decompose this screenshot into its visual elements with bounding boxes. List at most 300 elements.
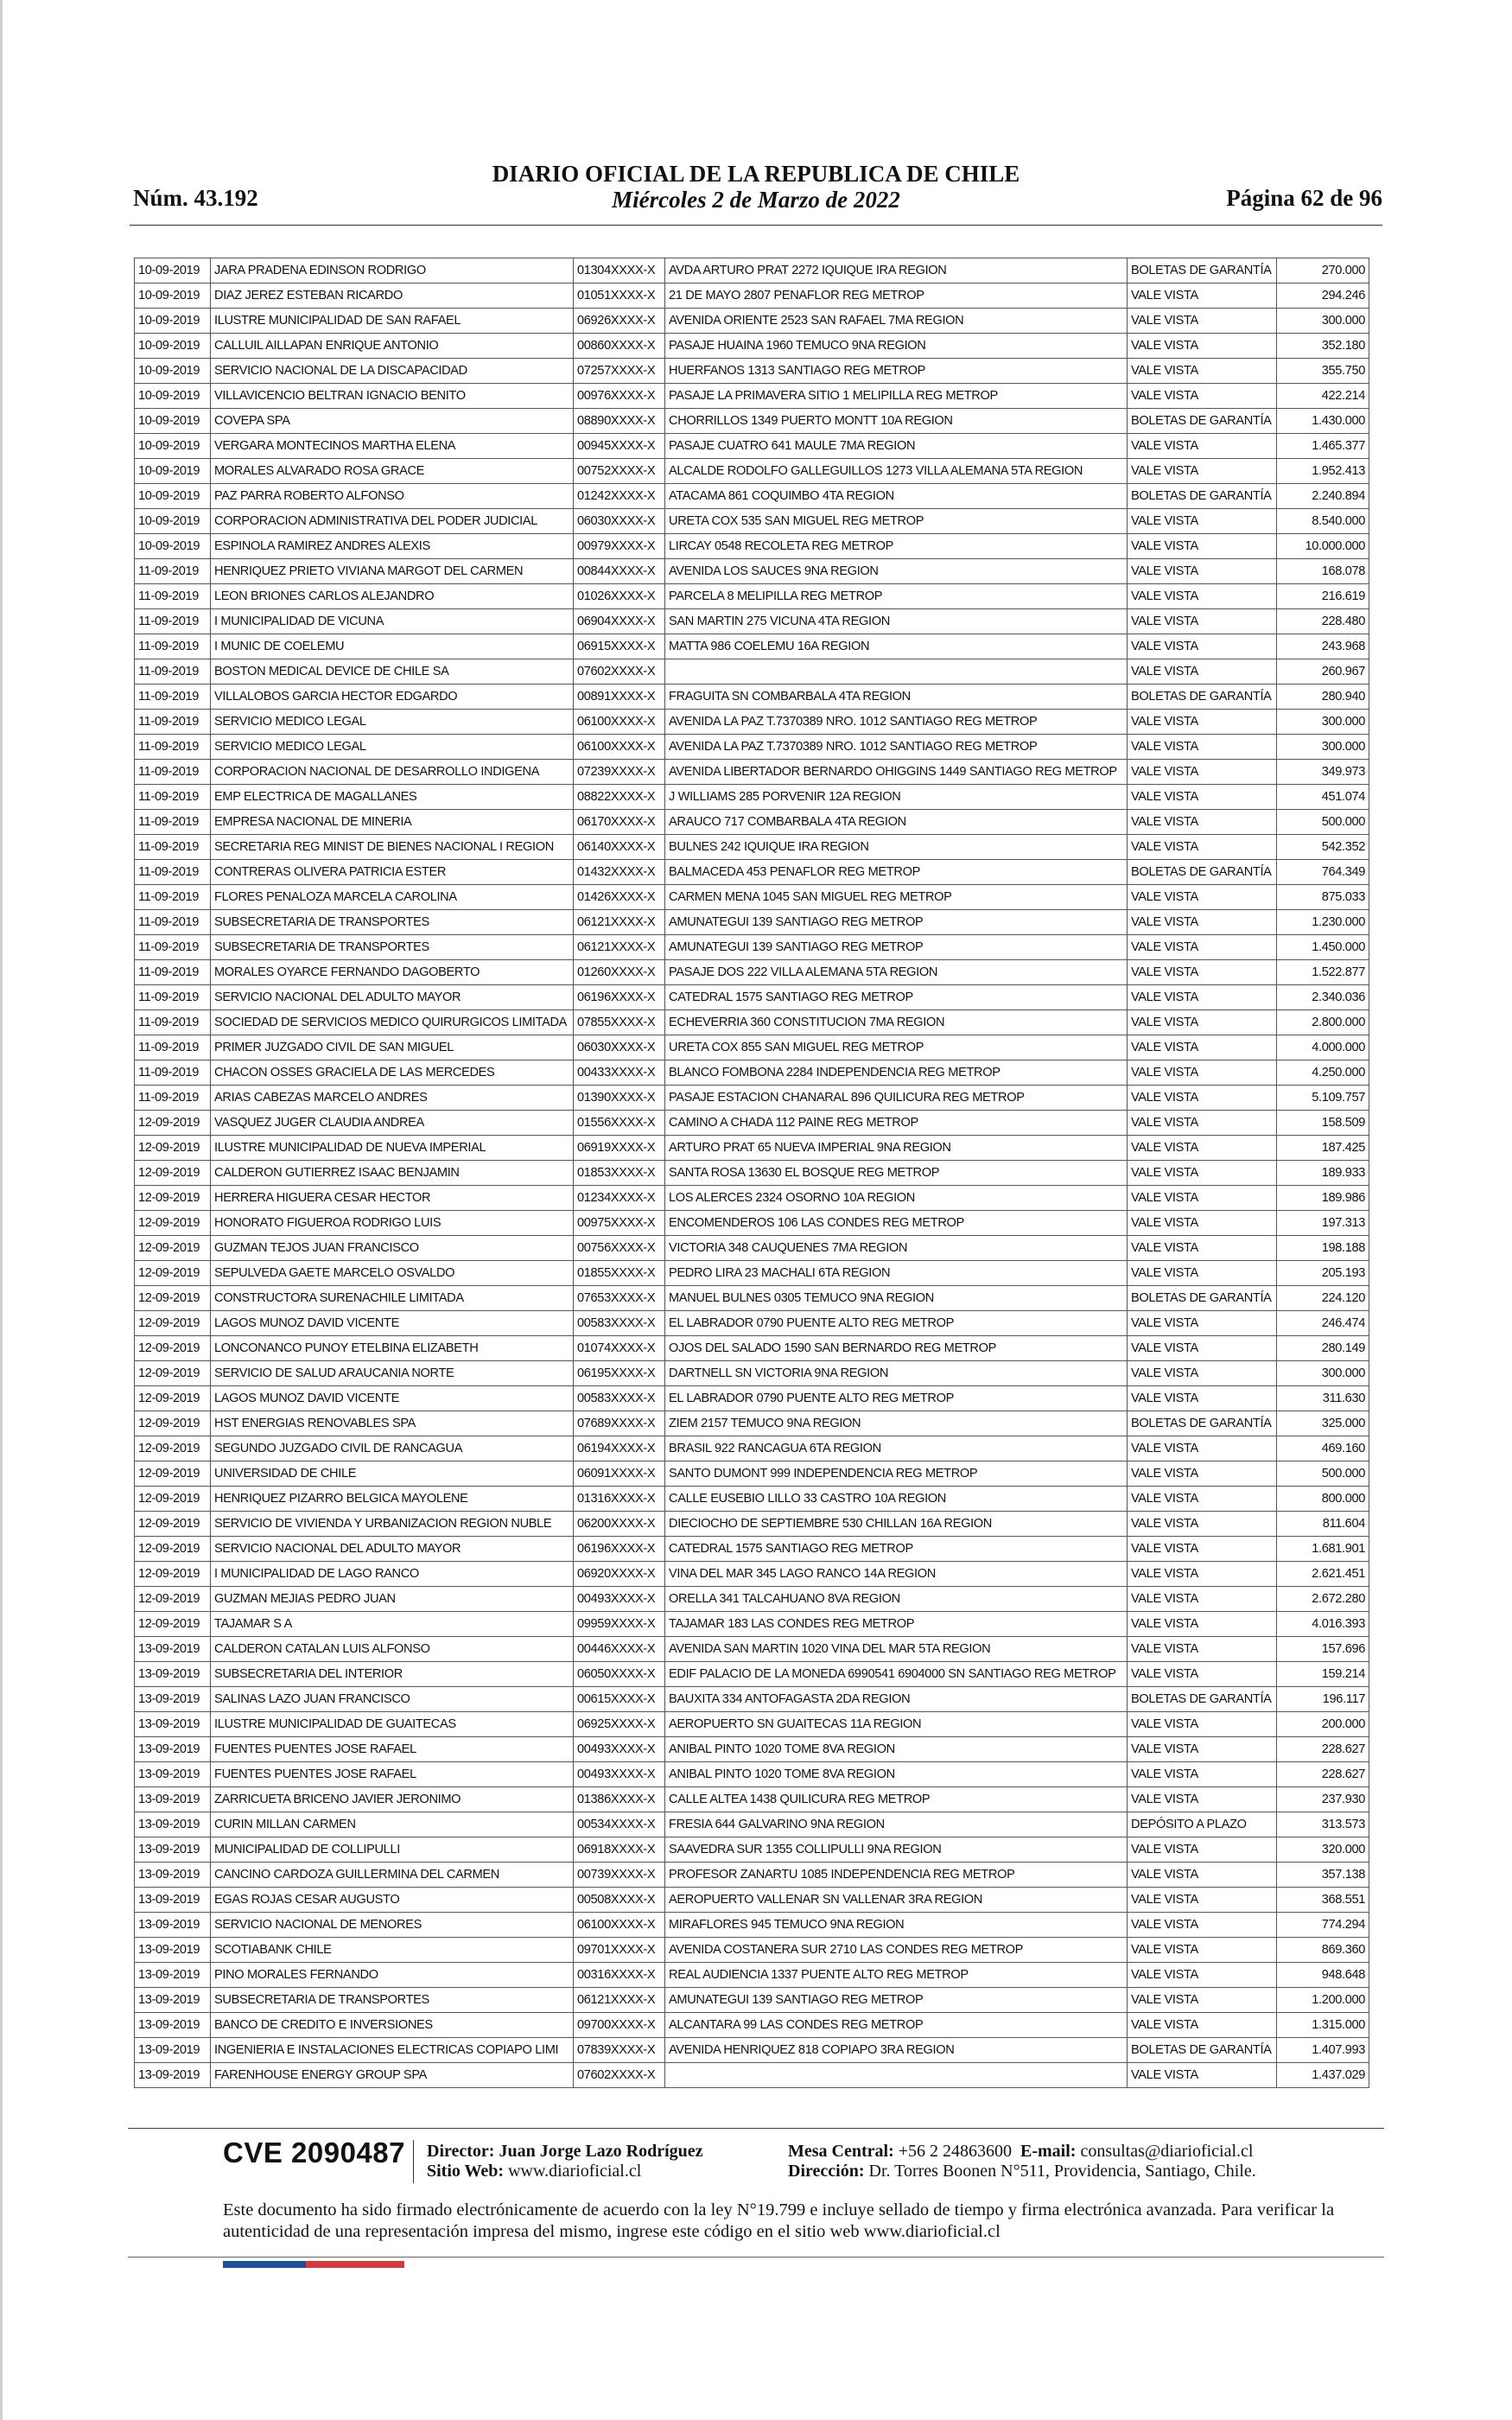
address-cell: CATEDRAL 1575 SANTIAGO REG METROP	[665, 1537, 1128, 1562]
beneficiary-cell: SUBSECRETARIA DE TRANSPORTES	[211, 1988, 574, 2013]
table-row	[135, 760, 1369, 785]
table-row	[135, 359, 1369, 384]
rut-cell: 00493XXXX-X	[574, 1587, 665, 1612]
rut-cell: 06050XXXX-X	[574, 1662, 665, 1687]
table-row	[135, 1988, 1369, 2013]
date-cell: 13-09-2019	[135, 1637, 211, 1662]
rut-cell: 00493XXXX-X	[574, 1737, 665, 1762]
bottom-divider	[128, 2257, 1384, 2258]
address-cell: CAMINO A CHADA 112 PAINE REG METROP	[665, 1111, 1128, 1136]
website-label: Sitio Web:	[427, 2162, 505, 2181]
beneficiary-cell: SERVICIO NACIONAL DE LA DISCAPACIDAD	[211, 359, 574, 384]
address-cell: ALCANTARA 99 LAS CONDES REG METROP	[665, 2013, 1128, 2038]
publication-title: DIARIO OFICIAL DE LA REPUBLICA DE CHILE	[492, 161, 1020, 187]
date-cell: 11-09-2019	[135, 985, 211, 1010]
rut-cell: 00891XXXX-X	[574, 685, 665, 710]
table-row	[135, 1060, 1369, 1086]
amount-cell: 869.360	[1277, 1938, 1369, 1963]
beneficiary-cell: GUZMAN MEJIAS PEDRO JUAN	[211, 1587, 574, 1612]
address-cell: PASAJE ESTACION CHANARAL 896 QUILICURA REG METROP	[665, 1086, 1128, 1111]
address-cell: MANUEL BULNES 0305 TEMUCO 9NA REGION	[665, 1286, 1128, 1311]
address-cell: BLANCO FOMBONA 2284 INDEPENDENCIA REG METROP	[665, 1060, 1128, 1086]
amount-cell: 2.240.894	[1277, 484, 1369, 509]
address-cell: ANIBAL PINTO 1020 TOME 8VA REGION	[665, 1737, 1128, 1762]
date-cell: 11-09-2019	[135, 760, 211, 785]
address-cell: ANIBAL PINTO 1020 TOME 8VA REGION	[665, 1762, 1128, 1787]
table-row	[135, 1712, 1369, 1737]
beneficiary-cell: PAZ PARRA ROBERTO ALFONSO	[211, 484, 574, 509]
beneficiary-cell: ARIAS CABEZAS MARCELO ANDRES	[211, 1086, 574, 1111]
date-cell: 10-09-2019	[135, 434, 211, 459]
beneficiary-cell: SECRETARIA REG MINIST DE BIENES NACIONAL I REGION	[211, 835, 574, 860]
rut-cell: 06195XXXX-X	[574, 1361, 665, 1386]
document-type-cell: VALE VISTA	[1128, 1537, 1277, 1562]
table-row	[135, 1010, 1369, 1035]
rut-cell: 00979XXXX-X	[574, 534, 665, 559]
document-type-cell: VALE VISTA	[1128, 1462, 1277, 1487]
beneficiary-cell: MORALES OYARCE FERNANDO DAGOBERTO	[211, 960, 574, 985]
phone-label: Mesa Central:	[788, 2142, 894, 2161]
beneficiary-cell: SUBSECRETARIA DE TRANSPORTES	[211, 935, 574, 960]
director-name: Juan Jorge Lazo Rodríguez	[499, 2142, 703, 2161]
date-cell: 11-09-2019	[135, 1086, 211, 1111]
amount-cell: 228.627	[1277, 1762, 1369, 1787]
footer-divider	[128, 2128, 1384, 2129]
date-cell: 10-09-2019	[135, 334, 211, 359]
rut-cell: 01390XXXX-X	[574, 1086, 665, 1111]
table-row	[135, 1938, 1369, 1963]
table-row	[135, 785, 1369, 810]
email-label: E-mail:	[1020, 2142, 1077, 2161]
amount-cell: 320.000	[1277, 1837, 1369, 1863]
table-row	[135, 1436, 1369, 1462]
date-cell: 12-09-2019	[135, 1512, 211, 1537]
beneficiary-cell: PRIMER JUZGADO CIVIL DE SAN MIGUEL	[211, 1035, 574, 1060]
rut-cell: 06918XXXX-X	[574, 1837, 665, 1863]
document-type-cell: VALE VISTA	[1128, 384, 1277, 409]
document-type-cell: VALE VISTA	[1128, 2013, 1277, 2038]
director-label: Director:	[427, 2142, 495, 2161]
beneficiary-cell: LAGOS MUNOZ DAVID VICENTE	[211, 1311, 574, 1336]
amount-cell: 4.016.393	[1277, 1612, 1369, 1637]
table-row	[135, 1913, 1369, 1938]
date-cell: 11-09-2019	[135, 910, 211, 935]
document-type-cell: VALE VISTA	[1128, 785, 1277, 810]
date-cell: 10-09-2019	[135, 283, 211, 309]
table-row	[135, 860, 1369, 885]
records-table	[134, 258, 1369, 2088]
date-cell: 11-09-2019	[135, 685, 211, 710]
rut-cell: 06030XXXX-X	[574, 509, 665, 534]
amount-cell: 313.573	[1277, 1812, 1369, 1837]
rut-cell: 00508XXXX-X	[574, 1888, 665, 1913]
document-type-cell: VALE VISTA	[1128, 584, 1277, 609]
document-type-cell: VALE VISTA	[1128, 1487, 1277, 1512]
address-cell: AVENIDA SAN MARTIN 1020 VINA DEL MAR 5TA REGION	[665, 1637, 1128, 1662]
beneficiary-cell: EMP ELECTRICA DE MAGALLANES	[211, 785, 574, 810]
document-type-cell: VALE VISTA	[1128, 910, 1277, 935]
table-row	[135, 1687, 1369, 1712]
document-type-cell: VALE VISTA	[1128, 1161, 1277, 1186]
rut-cell: 01432XXXX-X	[574, 860, 665, 885]
rut-cell: 00583XXXX-X	[574, 1386, 665, 1411]
document-type-cell: VALE VISTA	[1128, 1261, 1277, 1286]
beneficiary-cell: SERVICIO NACIONAL DE MENORES	[211, 1913, 574, 1938]
amount-cell: 228.627	[1277, 1737, 1369, 1762]
document-type-cell: BOLETAS DE GARANTÍA	[1128, 1411, 1277, 1436]
address-cell: PASAJE LA PRIMAVERA SITIO 1 MELIPILLA REG METROP	[665, 384, 1128, 409]
document-type-cell: BOLETAS DE GARANTÍA	[1128, 685, 1277, 710]
rut-cell: 07239XXXX-X	[574, 760, 665, 785]
beneficiary-cell: I MUNICIPALIDAD DE VICUNA	[211, 609, 574, 634]
address-cell: EL LABRADOR 0790 PUENTE ALTO REG METROP	[665, 1311, 1128, 1336]
date-cell: 13-09-2019	[135, 2013, 211, 2038]
document-type-cell: VALE VISTA	[1128, 1988, 1277, 2013]
rut-cell: 09701XXXX-X	[574, 1938, 665, 1963]
amount-cell: 1.465.377	[1277, 434, 1369, 459]
amount-cell: 355.750	[1277, 359, 1369, 384]
table-row	[135, 1161, 1369, 1186]
address-cell: AMUNATEGUI 139 SANTIAGO REG METROP	[665, 935, 1128, 960]
beneficiary-cell: SUBSECRETARIA DEL INTERIOR	[211, 1662, 574, 1687]
document-type-cell: VALE VISTA	[1128, 534, 1277, 559]
document-type-cell: VALE VISTA	[1128, 1913, 1277, 1938]
amount-cell: 300.000	[1277, 735, 1369, 760]
date-cell: 13-09-2019	[135, 1737, 211, 1762]
beneficiary-cell: VASQUEZ JUGER CLAUDIA ANDREA	[211, 1111, 574, 1136]
document-type-cell: VALE VISTA	[1128, 1035, 1277, 1060]
document-type-cell: VALE VISTA	[1128, 434, 1277, 459]
date-cell: 12-09-2019	[135, 1562, 211, 1587]
document-type-cell: BOLETAS DE GARANTÍA	[1128, 1286, 1277, 1311]
address-cell: ALCALDE RODOLFO GALLEGUILLOS 1273 VILLA ALEMANA 5TA REGION	[665, 459, 1128, 484]
document-type-cell: VALE VISTA	[1128, 1336, 1277, 1361]
amount-cell: 168.078	[1277, 559, 1369, 584]
address-cell: EL LABRADOR 0790 PUENTE ALTO REG METROP	[665, 1386, 1128, 1411]
document-type-cell: VALE VISTA	[1128, 1963, 1277, 1988]
rut-cell: 01242XXXX-X	[574, 484, 665, 509]
amount-cell: 10.000.000	[1277, 534, 1369, 559]
table-row	[135, 2063, 1369, 2088]
address-cell: CALLE EUSEBIO LILLO 33 CASTRO 10A REGION	[665, 1487, 1128, 1512]
table-row	[135, 534, 1369, 559]
date-cell: 10-09-2019	[135, 384, 211, 409]
table-row	[135, 1787, 1369, 1812]
document-type-cell: VALE VISTA	[1128, 985, 1277, 1010]
rut-cell: 06926XXXX-X	[574, 309, 665, 334]
document-type-cell: VALE VISTA	[1128, 509, 1277, 534]
rut-cell: 06121XXXX-X	[574, 910, 665, 935]
document-type-cell: VALE VISTA	[1128, 1762, 1277, 1787]
amount-cell: 542.352	[1277, 835, 1369, 860]
date-cell: 13-09-2019	[135, 1812, 211, 1837]
rut-cell: 06904XXXX-X	[574, 609, 665, 634]
date-cell: 10-09-2019	[135, 309, 211, 334]
date-cell: 13-09-2019	[135, 1837, 211, 1863]
amount-cell: 189.933	[1277, 1161, 1369, 1186]
amount-cell: 228.480	[1277, 609, 1369, 634]
address-cell: MATTA 986 COELEMU 16A REGION	[665, 634, 1128, 659]
rut-cell: 00534XXXX-X	[574, 1812, 665, 1837]
address-line	[788, 2162, 1256, 2181]
document-type-cell: VALE VISTA	[1128, 1612, 1277, 1637]
address-cell: URETA COX 535 SAN MIGUEL REG METROP	[665, 509, 1128, 534]
date-cell: 12-09-2019	[135, 1612, 211, 1637]
address-cell: PASAJE DOS 222 VILLA ALEMANA 5TA REGION	[665, 960, 1128, 985]
document-type-cell: VALE VISTA	[1128, 1186, 1277, 1211]
date-cell: 12-09-2019	[135, 1286, 211, 1311]
beneficiary-cell: HERRERA HIGUERA CESAR HECTOR	[211, 1186, 574, 1211]
rut-cell: 06100XXXX-X	[574, 735, 665, 760]
document-type-cell: VALE VISTA	[1128, 1436, 1277, 1462]
date-cell: 10-09-2019	[135, 459, 211, 484]
table-row	[135, 509, 1369, 534]
date-cell: 12-09-2019	[135, 1436, 211, 1462]
amount-cell: 349.973	[1277, 760, 1369, 785]
beneficiary-cell: FUENTES PUENTES JOSE RAFAEL	[211, 1762, 574, 1787]
beneficiary-cell: LEON BRIONES CARLOS ALEJANDRO	[211, 584, 574, 609]
document-type-cell: VALE VISTA	[1128, 1938, 1277, 1963]
table-row	[135, 1762, 1369, 1787]
address-cell: AVENIDA HENRIQUEZ 818 COPIAPO 3RA REGION	[665, 2038, 1128, 2063]
beneficiary-cell: CALDERON CATALAN LUIS ALFONSO	[211, 1637, 574, 1662]
rut-cell: 09959XXXX-X	[574, 1612, 665, 1637]
address-cell: FRESIA 644 GALVARINO 9NA REGION	[665, 1812, 1128, 1837]
address-cell: PARCELA 8 MELIPILLA REG METROP	[665, 584, 1128, 609]
amount-cell: 1.522.877	[1277, 960, 1369, 985]
date-cell: 13-09-2019	[135, 2063, 211, 2088]
date-cell: 11-09-2019	[135, 1010, 211, 1035]
rut-cell: 06925XXXX-X	[574, 1712, 665, 1737]
table-row	[135, 685, 1369, 710]
document-type-cell: VALE VISTA	[1128, 1637, 1277, 1662]
date-cell: 11-09-2019	[135, 735, 211, 760]
rut-cell: 00615XXXX-X	[574, 1687, 665, 1712]
document-type-cell: VALE VISTA	[1128, 359, 1277, 384]
date-cell: 13-09-2019	[135, 1762, 211, 1787]
address-cell: CARMEN MENA 1045 SAN MIGUEL REG METROP	[665, 885, 1128, 910]
rut-cell: 01853XXXX-X	[574, 1161, 665, 1186]
rut-cell: 07602XXXX-X	[574, 659, 665, 685]
address-cell: CHORRILLOS 1349 PUERTO MONTT 10A REGION	[665, 409, 1128, 434]
address-cell: BALMACEDA 453 PENAFLOR REG METROP	[665, 860, 1128, 885]
rut-cell: 00860XXXX-X	[574, 334, 665, 359]
document-type-cell: VALE VISTA	[1128, 810, 1277, 835]
amount-cell: 764.349	[1277, 860, 1369, 885]
rut-cell: 01386XXXX-X	[574, 1787, 665, 1812]
beneficiary-cell: ILUSTRE MUNICIPALIDAD DE NUEVA IMPERIAL	[211, 1136, 574, 1161]
flag-stripe	[223, 2261, 404, 2268]
date-cell: 11-09-2019	[135, 785, 211, 810]
amount-cell: 1.230.000	[1277, 910, 1369, 935]
beneficiary-cell: VERGARA MONTECINOS MARTHA ELENA	[211, 434, 574, 459]
address-cell: VINA DEL MAR 345 LAGO RANCO 14A REGION	[665, 1562, 1128, 1587]
rut-cell: 01260XXXX-X	[574, 960, 665, 985]
amount-cell: 224.120	[1277, 1286, 1369, 1311]
amount-cell: 205.193	[1277, 1261, 1369, 1286]
address-cell: AMUNATEGUI 139 SANTIAGO REG METROP	[665, 910, 1128, 935]
rut-cell: 06030XXXX-X	[574, 1035, 665, 1060]
address-cell: FRAGUITA SN COMBARBALA 4TA REGION	[665, 685, 1128, 710]
table-row	[135, 384, 1369, 409]
beneficiary-cell: ILUSTRE MUNICIPALIDAD DE SAN RAFAEL	[211, 309, 574, 334]
address-cell: ARAUCO 717 COMBARBALA 4TA REGION	[665, 810, 1128, 835]
amount-cell: 469.160	[1277, 1436, 1369, 1462]
address-cell: TAJAMAR 183 LAS CONDES REG METROP	[665, 1612, 1128, 1637]
beneficiary-cell: SOCIEDAD DE SERVICIOS MEDICO QUIRURGICOS LIMITADA	[211, 1010, 574, 1035]
date-cell: 13-09-2019	[135, 1787, 211, 1812]
rut-cell: 06196XXXX-X	[574, 1537, 665, 1562]
rut-cell: 01316XXXX-X	[574, 1487, 665, 1512]
amount-cell: 500.000	[1277, 810, 1369, 835]
table-row	[135, 960, 1369, 985]
date-cell: 11-09-2019	[135, 860, 211, 885]
date-cell: 11-09-2019	[135, 609, 211, 634]
rut-cell: 00945XXXX-X	[574, 434, 665, 459]
rut-cell: 01304XXXX-X	[574, 258, 665, 283]
rut-cell: 06140XXXX-X	[574, 835, 665, 860]
rut-cell: 07257XXXX-X	[574, 359, 665, 384]
document-type-cell: VALE VISTA	[1128, 659, 1277, 685]
date-cell: 13-09-2019	[135, 1863, 211, 1888]
rut-cell: 00739XXXX-X	[574, 1863, 665, 1888]
address-cell: AVENIDA LA PAZ T.7370389 NRO. 1012 SANTIAGO REG METROP	[665, 735, 1128, 760]
signature-disclaimer: Este documento ha sido firmado electrónicamente de acuerdo con la ley N°19.799 e incluye sellado de tiempo y firma electrónica avanzada. Para verificar la autenticidad de una representación impresa del mismo, ingrese este código en el sitio web www.diarioficial.cl	[223, 2200, 1335, 2241]
date-cell: 12-09-2019	[135, 1136, 211, 1161]
address-cell: AEROPUERTO VALLENAR SN VALLENAR 3RA REGION	[665, 1888, 1128, 1913]
contact-block	[788, 2142, 1256, 2181]
address-cell	[665, 2063, 1128, 2088]
rut-cell: 06196XXXX-X	[574, 985, 665, 1010]
table-row	[135, 1737, 1369, 1762]
date-cell: 11-09-2019	[135, 634, 211, 659]
address-cell: ZIEM 2157 TEMUCO 9NA REGION	[665, 1411, 1128, 1436]
document-type-cell: VALE VISTA	[1128, 459, 1277, 484]
document-type-cell: VALE VISTA	[1128, 2063, 1277, 2088]
director-block	[427, 2142, 703, 2181]
address-cell: SAAVEDRA SUR 1355 COLLIPULLI 9NA REGION	[665, 1837, 1128, 1863]
website-link[interactable]: www.diarioficial.cl	[508, 2162, 642, 2181]
amount-cell: 1.430.000	[1277, 409, 1369, 434]
document-type-cell: VALE VISTA	[1128, 1712, 1277, 1737]
phone-value: +56 2 24863600	[898, 2142, 1013, 2161]
address-cell: URETA COX 855 SAN MIGUEL REG METROP	[665, 1035, 1128, 1060]
table-row	[135, 484, 1369, 509]
table-row	[135, 1637, 1369, 1662]
amount-cell: 158.509	[1277, 1111, 1369, 1136]
document-type-cell: BOLETAS DE GARANTÍA	[1128, 860, 1277, 885]
date-cell: 12-09-2019	[135, 1386, 211, 1411]
document-type-cell: BOLETAS DE GARANTÍA	[1128, 2038, 1277, 2063]
amount-cell: 422.214	[1277, 384, 1369, 409]
rut-cell: 00844XXXX-X	[574, 559, 665, 584]
document-type-cell: VALE VISTA	[1128, 735, 1277, 760]
rut-cell: 06121XXXX-X	[574, 935, 665, 960]
date-cell: 13-09-2019	[135, 1712, 211, 1737]
document-type-cell: VALE VISTA	[1128, 309, 1277, 334]
email-link[interactable]: consultas@diarioficial.cl	[1080, 2142, 1254, 2161]
beneficiary-cell: SERVICIO MEDICO LEGAL	[211, 735, 574, 760]
beneficiary-cell: MORALES ALVARADO ROSA GRACE	[211, 459, 574, 484]
amount-cell: 8.540.000	[1277, 509, 1369, 534]
document-type-cell: VALE VISTA	[1128, 334, 1277, 359]
table-row	[135, 584, 1369, 609]
address-cell	[665, 659, 1128, 685]
document-type-cell: BOLETAS DE GARANTÍA	[1128, 484, 1277, 509]
beneficiary-cell: CHACON OSSES GRACIELA DE LAS MERCEDES	[211, 1060, 574, 1086]
beneficiary-cell: HENRIQUEZ PIZARRO BELGICA MAYOLENE	[211, 1487, 574, 1512]
date-cell: 13-09-2019	[135, 1938, 211, 1963]
address-cell: BAUXITA 334 ANTOFAGASTA 2DA REGION	[665, 1687, 1128, 1712]
date-cell: 12-09-2019	[135, 1462, 211, 1487]
amount-cell: 260.967	[1277, 659, 1369, 685]
document-type-cell: VALE VISTA	[1128, 935, 1277, 960]
amount-cell: 280.149	[1277, 1336, 1369, 1361]
rut-cell: 01026XXXX-X	[574, 584, 665, 609]
table-row	[135, 985, 1369, 1010]
table-row	[135, 559, 1369, 584]
table-row	[135, 1863, 1369, 1888]
rut-cell: 06194XXXX-X	[574, 1436, 665, 1462]
document-type-cell: VALE VISTA	[1128, 1837, 1277, 1863]
beneficiary-cell: CONTRERAS OLIVERA PATRICIA ESTER	[211, 860, 574, 885]
document-type-cell: VALE VISTA	[1128, 1587, 1277, 1612]
rut-cell: 08890XXXX-X	[574, 409, 665, 434]
amount-cell: 774.294	[1277, 1913, 1369, 1938]
amount-cell: 1.407.993	[1277, 2038, 1369, 2063]
beneficiary-cell: CALDERON GUTIERREZ ISAAC BENJAMIN	[211, 1161, 574, 1186]
table-row	[135, 1111, 1369, 1136]
publication-title-block	[130, 161, 1382, 213]
beneficiary-cell: FLORES PENALOZA MARCELA CAROLINA	[211, 885, 574, 910]
address-cell: PASAJE HUAINA 1960 TEMUCO 9NA REGION	[665, 334, 1128, 359]
flag-blue-bar	[223, 2261, 306, 2268]
table-row	[135, 885, 1369, 910]
table-row	[135, 2013, 1369, 2038]
amount-cell: 300.000	[1277, 309, 1369, 334]
table-row	[135, 1888, 1369, 1913]
document-type-cell: BOLETAS DE GARANTÍA	[1128, 409, 1277, 434]
date-cell: 11-09-2019	[135, 810, 211, 835]
beneficiary-cell: LONCONANCO PUNOY ETELBINA ELIZABETH	[211, 1336, 574, 1361]
rut-cell: 00752XXXX-X	[574, 459, 665, 484]
table-row	[135, 434, 1369, 459]
beneficiary-cell: BANCO DE CREDITO E INVERSIONES	[211, 2013, 574, 2038]
amount-cell: 352.180	[1277, 334, 1369, 359]
table-row	[135, 609, 1369, 634]
address-cell: LIRCAY 0548 RECOLETA REG METROP	[665, 534, 1128, 559]
address-cell: CALLE ALTEA 1438 QUILICURA REG METROP	[665, 1787, 1128, 1812]
document-type-cell: VALE VISTA	[1128, 710, 1277, 735]
address-cell: BRASIL 922 RANCAGUA 6TA REGION	[665, 1436, 1128, 1462]
address-cell: AVENIDA ORIENTE 2523 SAN RAFAEL 7MA REGION	[665, 309, 1128, 334]
beneficiary-cell: VILLAVICENCIO BELTRAN IGNACIO BENITO	[211, 384, 574, 409]
address-cell: VICTORIA 348 CAUQUENES 7MA REGION	[665, 1236, 1128, 1261]
table-row	[135, 1336, 1369, 1361]
rut-cell: 01426XXXX-X	[574, 885, 665, 910]
rut-cell: 01074XXXX-X	[574, 1336, 665, 1361]
document-type-cell: VALE VISTA	[1128, 1136, 1277, 1161]
date-cell: 11-09-2019	[135, 659, 211, 685]
address-cell: AVENIDA LOS SAUCES 9NA REGION	[665, 559, 1128, 584]
document-type-cell: VALE VISTA	[1128, 885, 1277, 910]
amount-cell: 4.000.000	[1277, 1035, 1369, 1060]
date-cell: 13-09-2019	[135, 1662, 211, 1687]
address-cell: DARTNELL SN VICTORIA 9NA REGION	[665, 1361, 1128, 1386]
amount-cell: 159.214	[1277, 1662, 1369, 1687]
document-type-cell: VALE VISTA	[1128, 1111, 1277, 1136]
beneficiary-cell: CONSTRUCTORA SURENACHILE LIMITADA	[211, 1286, 574, 1311]
